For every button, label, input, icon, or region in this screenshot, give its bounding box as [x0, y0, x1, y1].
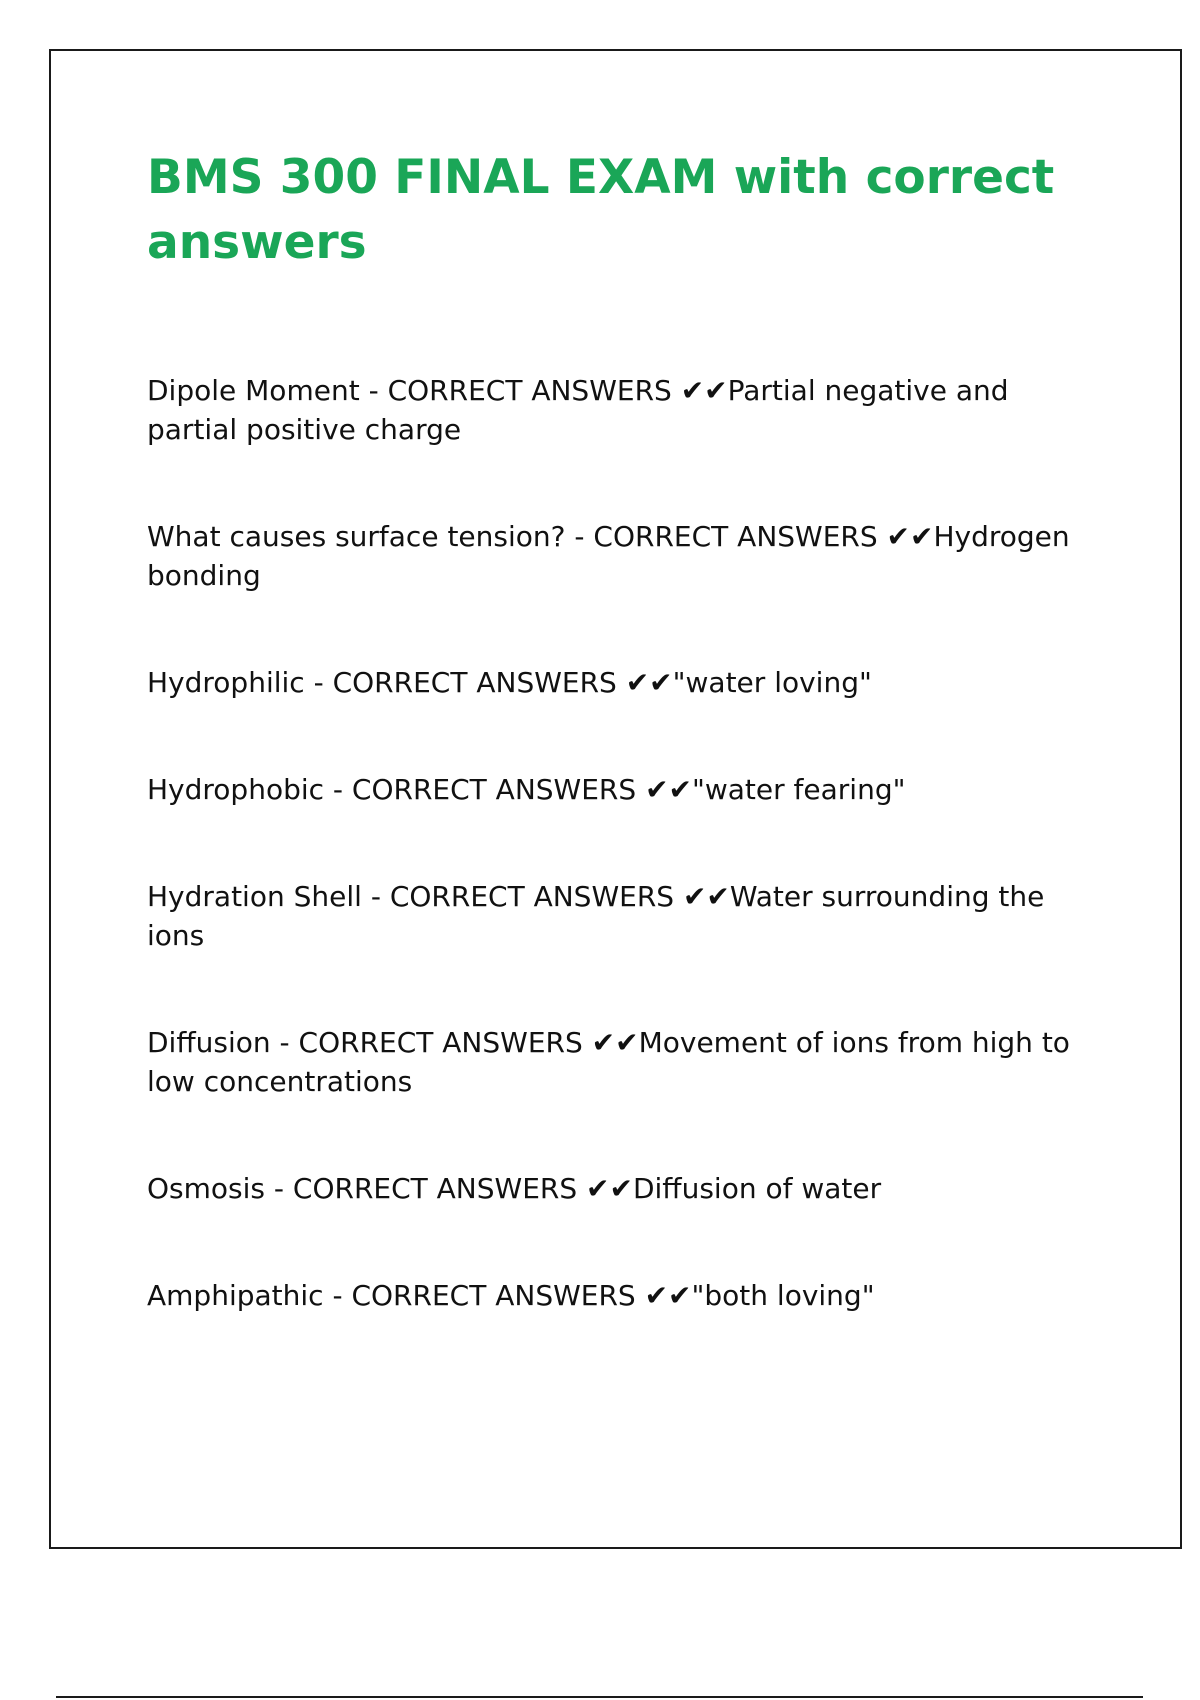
footer-divider — [56, 1696, 1143, 1698]
qa-term: Hydrophobic — [147, 773, 325, 806]
qa-item — [147, 877, 1107, 955]
qa-item — [147, 1276, 1107, 1315]
check-mark-icon: ✔✔ — [625, 666, 673, 699]
check-mark-icon: ✔✔ — [680, 374, 728, 407]
qa-answer: "water fearing" — [691, 773, 906, 806]
qa-separator: - CORRECT ANSWERS — [323, 1279, 645, 1312]
qa-item — [147, 1023, 1107, 1101]
qa-answer: Water surrounding the ions — [147, 880, 1054, 952]
check-mark-icon: ✔✔ — [591, 1026, 639, 1059]
qa-item — [147, 1169, 1107, 1208]
qa-term: What causes surface tension? — [147, 520, 566, 553]
qa-term: Amphipathic — [147, 1279, 324, 1312]
qa-term: Hydrophilic — [147, 666, 305, 699]
qa-separator: - CORRECT ANSWERS — [265, 1172, 587, 1205]
check-mark-icon: ✔✔ — [682, 880, 730, 913]
qa-answer: "both loving" — [691, 1279, 875, 1312]
qa-answer: Diffusion of water — [632, 1172, 882, 1205]
check-mark-icon: ✔✔ — [586, 1172, 633, 1205]
check-mark-icon: ✔✔ — [886, 520, 934, 553]
qa-item — [147, 371, 1107, 449]
qa-separator: - CORRECT ANSWERS — [359, 374, 681, 407]
check-mark-icon: ✔✔ — [645, 773, 692, 806]
page-frame — [49, 49, 1182, 1549]
qa-term: Osmosis — [147, 1172, 265, 1205]
qa-item — [147, 517, 1107, 595]
qa-term: Dipole Moment — [147, 374, 360, 407]
qa-separator: - CORRECT ANSWERS — [324, 773, 646, 806]
qa-separator: - CORRECT ANSWERS — [565, 520, 887, 553]
qa-answer: Movement of ions from high to low concentrations — [147, 1026, 1079, 1098]
qa-separator: - CORRECT ANSWERS — [304, 666, 626, 699]
qa-list — [147, 371, 1107, 1383]
qa-answer: "water loving" — [672, 666, 872, 699]
check-mark-icon: ✔✔ — [644, 1279, 692, 1312]
qa-answer: Hydrogen bonding — [147, 520, 1079, 592]
qa-separator: - CORRECT ANSWERS — [270, 1026, 592, 1059]
page-title: BMS 300 FINAL EXAM with correct answers — [147, 150, 1055, 270]
qa-term: Diffusion — [147, 1026, 271, 1059]
qa-term: Hydration Shell — [147, 880, 362, 913]
qa-answer: Partial negative and partial positive charge — [147, 374, 1018, 446]
qa-item — [147, 770, 1107, 809]
qa-item — [147, 663, 1107, 702]
qa-separator: - CORRECT ANSWERS — [361, 880, 683, 913]
